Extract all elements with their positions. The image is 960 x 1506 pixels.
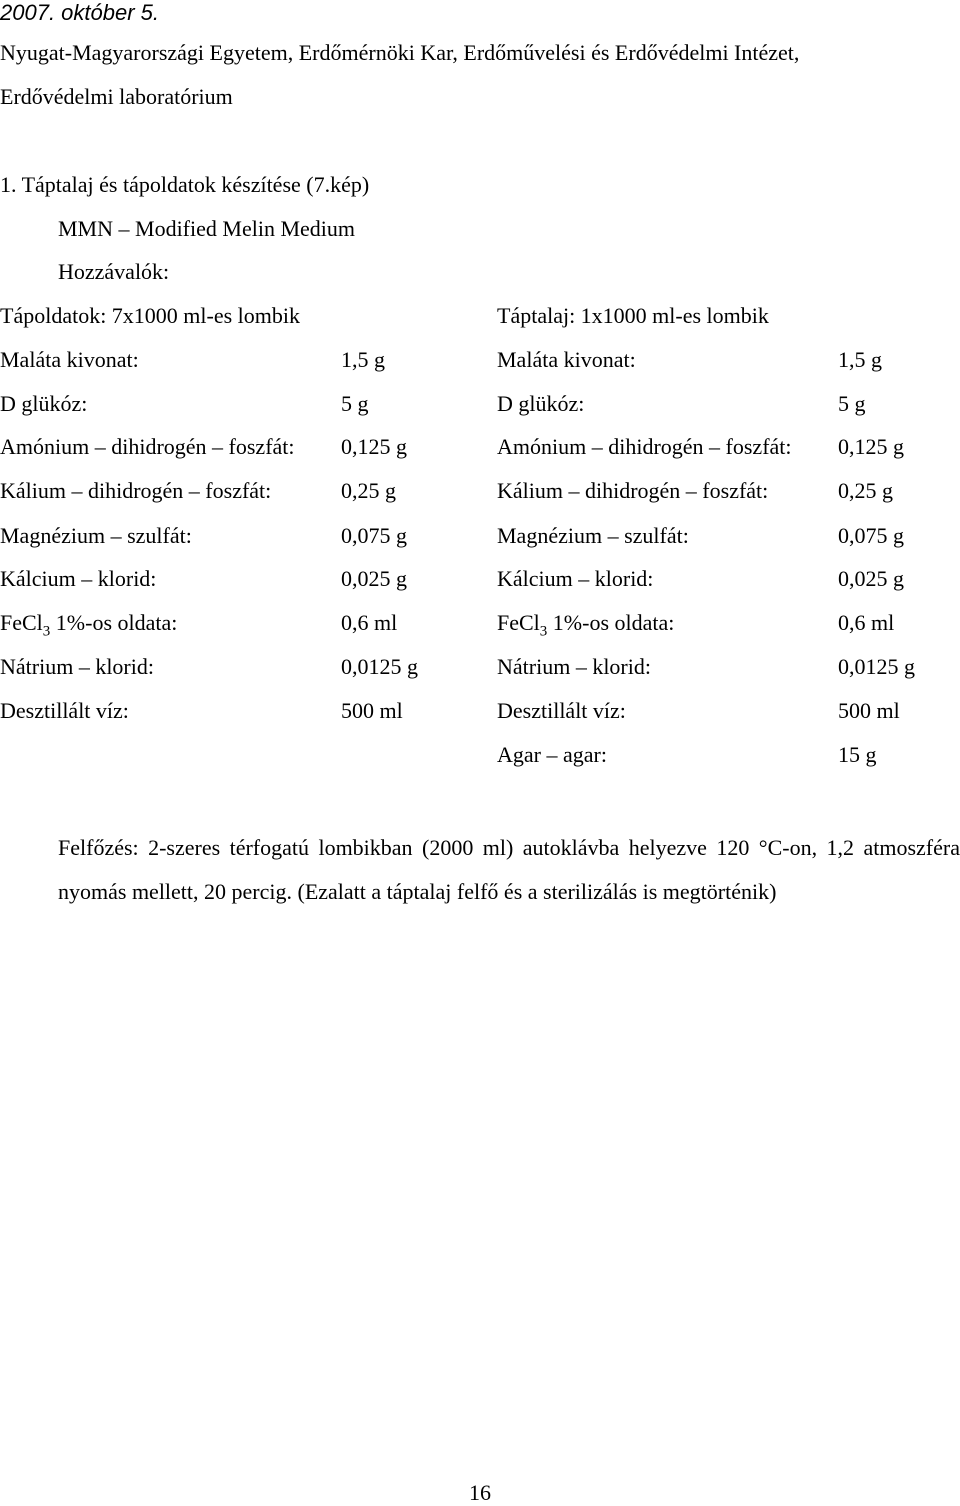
page-number: 16 [469, 1480, 491, 1505]
ingredient-name-subscript: 3 [539, 623, 548, 640]
ingredient-amount: 0,0125 g [341, 654, 418, 679]
ingredient-amount: 0,025 g [838, 566, 904, 591]
ingredient-amount: 0,125 g [341, 434, 407, 459]
ingredient-name: Nátrium – klorid: [0, 654, 154, 679]
ingredient-amount: 0,075 g [838, 523, 904, 548]
ingredient-name-subscript: 3 [42, 623, 51, 640]
column-heading: Tápoldatok: 7x1000 ml-es lombik [0, 303, 301, 328]
ingredient-amount: 5 g [341, 391, 369, 416]
ingredient-name: Desztillált víz: [0, 698, 129, 723]
ingredient-name: D glükóz: [497, 391, 585, 416]
ingredient-amount: 500 ml [341, 698, 403, 723]
ingredient-name: Maláta kivonat: [0, 347, 139, 372]
ingredient-name: Magnézium – szulfát: [0, 523, 192, 548]
ingredient-name [0, 610, 178, 640]
section-title: 1. Táptalaj és tápoldatok készítése (7.kép) [0, 172, 370, 197]
ingredient-name: Magnézium – szulfát: [497, 523, 689, 548]
ingredient-name: Desztillált víz: [497, 698, 626, 723]
ingredient-amount: 0,0125 g [838, 654, 915, 679]
ingredient-name: D glükóz: [0, 391, 88, 416]
document-date: 2007. október 5. [0, 0, 160, 25]
ingredient-name-prefix: FeCl [497, 610, 540, 635]
ingredient-name: Amónium – dihidrogén – foszfát: [0, 434, 295, 459]
ingredient-amount: 5 g [838, 391, 866, 416]
ingredient-name: Amónium – dihidrogén – foszfát: [497, 434, 792, 459]
ingredient-name-suffix: 1%-os oldata: [50, 610, 178, 635]
ingredient-name: Kálcium – klorid: [0, 566, 157, 591]
ingredient-amount: 0,025 g [341, 566, 407, 591]
ingredient-amount: 0,6 ml [838, 610, 895, 635]
ingredient-name-prefix: FeCl [0, 610, 43, 635]
ingredient-name: Nátrium – klorid: [497, 654, 651, 679]
institution-line-1: Nyugat-Magyarországi Egyetem, Erdőmérnöki Kar, Erdőművelési és Erdővédelmi Intézet, [0, 40, 800, 65]
ingredient-name: Maláta kivonat: [497, 347, 636, 372]
ingredient-amount: 15 g [838, 742, 877, 767]
ingredient-name: Agar – agar: [497, 742, 607, 767]
ingredient-amount: 1,5 g [341, 347, 385, 372]
ingredient-amount: 0,075 g [341, 523, 407, 548]
institution-line-2: Erdővédelmi laboratórium [0, 84, 233, 109]
ingredient-amount: 1,5 g [838, 347, 882, 372]
boiling-instructions: Felfőzés: 2-szeres térfogatú lombikban (2000 ml) autoklávba helyezve 120 °C-on, 1,2 atmoszféra nyomás mellett, 20 percig. (Ezalatt a táptalaj felfő és a sterilizálás is megtörténik) [58, 835, 960, 904]
ingredient-amount: 0,25 g [838, 478, 893, 503]
ingredient-amount: 500 ml [838, 698, 900, 723]
ingredients-label: Hozzávalók: [58, 259, 170, 284]
ingredient-amount: 0,125 g [838, 434, 904, 459]
column-heading: Táptalaj: 1x1000 ml-es lombik [497, 303, 769, 328]
ingredient-amount: 0,25 g [341, 478, 396, 503]
ingredient-name [497, 610, 675, 640]
ingredient-amount: 0,6 ml [341, 610, 398, 635]
medium-name: MMN – Modified Melin Medium [58, 216, 355, 241]
ingredient-name-suffix: 1%-os oldata: [547, 610, 675, 635]
ingredient-name: Kálcium – klorid: [497, 566, 654, 591]
ingredient-name: Kálium – dihidrogén – foszfát: [0, 478, 272, 503]
ingredient-name: Kálium – dihidrogén – foszfát: [497, 478, 769, 503]
